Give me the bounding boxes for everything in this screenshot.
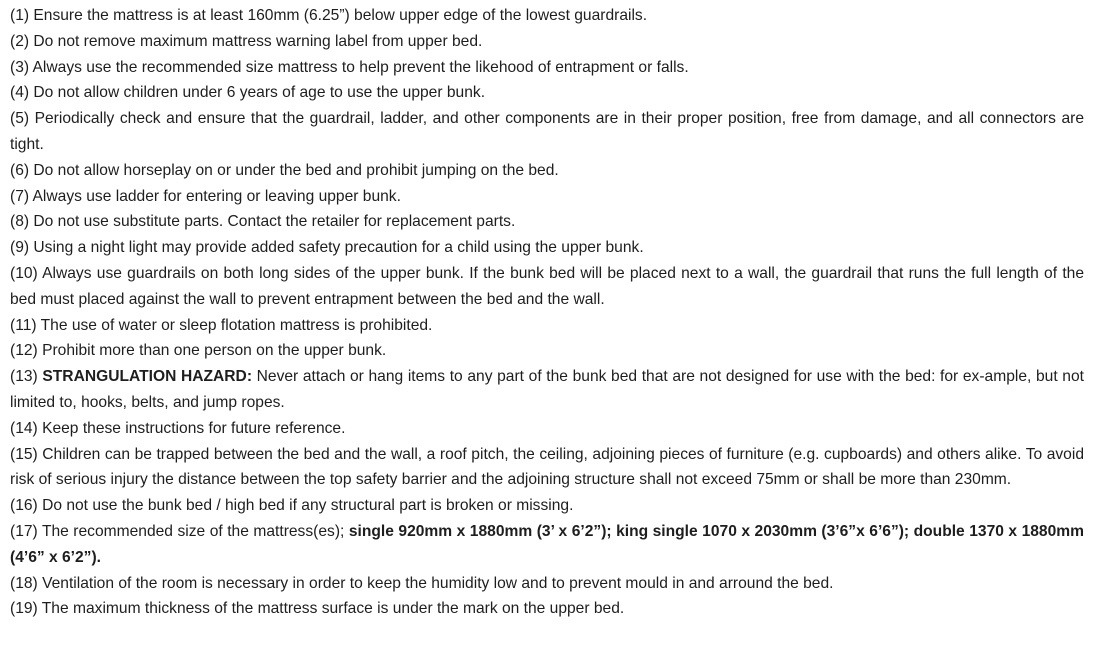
instruction-item [10, 596, 1084, 622]
instruction-item [10, 364, 1084, 416]
instruction-item [10, 235, 1084, 261]
instruction-item [10, 416, 1084, 442]
instruction-text: (5) Periodically check and ensure that the guardrail, ladder, and other components are in their proper position, free from damage, and all connectors are tight. [10, 110, 1084, 153]
instruction-item [10, 313, 1084, 339]
instruction-text: (15) Children can be trapped between the bed and the wall, a roof pitch, the ceiling, adjoining pieces of furniture (e.g. cupboards) and others alike. To avoid risk of serious injury the distance between the top safety barrier and the adjoining structure shall not exceed 75mm or shall be more than 230mm. [10, 445, 1084, 489]
instruction-text: (17) The recommended size of the mattress(es); [10, 522, 349, 540]
instruction-item [10, 29, 1084, 55]
instruction-item [10, 209, 1084, 235]
instruction-text: (1) Ensure the mattress is at least 160mm (6.25”) below upper edge of the lowest guardrails. [10, 7, 648, 24]
instruction-text: (10) Always use guardrails on both long sides of the upper bunk. If the bunk bed will be placed next to a wall, the guardrail that runs the full length of the bed must placed against the wall to prevent entrapment between the bed and the wall. [10, 264, 1084, 308]
instruction-item [10, 519, 1084, 571]
instruction-item [10, 493, 1084, 519]
safety-instructions [10, 3, 1084, 622]
instruction-text: (7) Always use ladder for entering or leaving upper bunk. [10, 187, 401, 205]
instruction-text: (8) Do not use substitute parts. Contact the retailer for replacement parts. [10, 213, 516, 231]
instruction-item [10, 184, 1084, 210]
instruction-item [10, 338, 1084, 364]
instruction-text: (4) Do not allow children under 6 years of age to use the upper bunk. [10, 84, 486, 102]
instruction-text: (16) Do not use the bunk bed / high bed if any structural part is broken or missing. [10, 497, 574, 515]
instruction-item [10, 80, 1084, 106]
instruction-text: (6) Do not allow horseplay on or under the bed and prohibit jumping on the bed. [10, 161, 559, 179]
instruction-text: (11) The use of water or sleep flotation mattress is prohibited. [10, 316, 433, 334]
instruction-text: (13) [10, 368, 43, 386]
instruction-text: Never attach or hang items to any part of the bunk bed that are not designed for use with the bed: for ex-ample, but not limited to, hooks, belts, and jump ropes. [10, 368, 1084, 411]
instruction-text: (3) Always use the recommended size mattress to help prevent the likehood of entrapment or falls. [10, 58, 689, 76]
instruction-item [10, 571, 1084, 597]
instruction-item [10, 3, 1084, 29]
instruction-item [10, 106, 1084, 158]
instruction-item [10, 261, 1084, 313]
instruction-text: (14) Keep these instructions for future reference. [10, 419, 346, 437]
instruction-text: (18) Ventilation of the room is necessary in order to keep the humidity low and to prevent mould in and arround the bed. [10, 574, 834, 592]
hazard-heading: STRANGULATION HAZARD: [42, 368, 253, 386]
instruction-item [10, 55, 1084, 81]
instruction-text: (2) Do not remove maximum mattress warning label from upper bed. [10, 32, 483, 50]
instruction-text: (19) The maximum thickness of the mattress surface is under the mark on the upper bed. [10, 600, 625, 618]
instruction-item [10, 158, 1084, 184]
mattress-sizes: single 920mm x 1880mm (3’ x 6’2”); king single 1070 x 2030mm (3’6”x 6’6”); double 1370 x 1880mm (4’6” x 6’2”). [10, 522, 1084, 566]
instruction-item [10, 442, 1084, 494]
instruction-text: (12) Prohibit more than one person on the upper bunk. [10, 342, 387, 360]
instruction-text: (9) Using a night light may provide added safety precaution for a child using the upper bunk. [10, 239, 644, 257]
